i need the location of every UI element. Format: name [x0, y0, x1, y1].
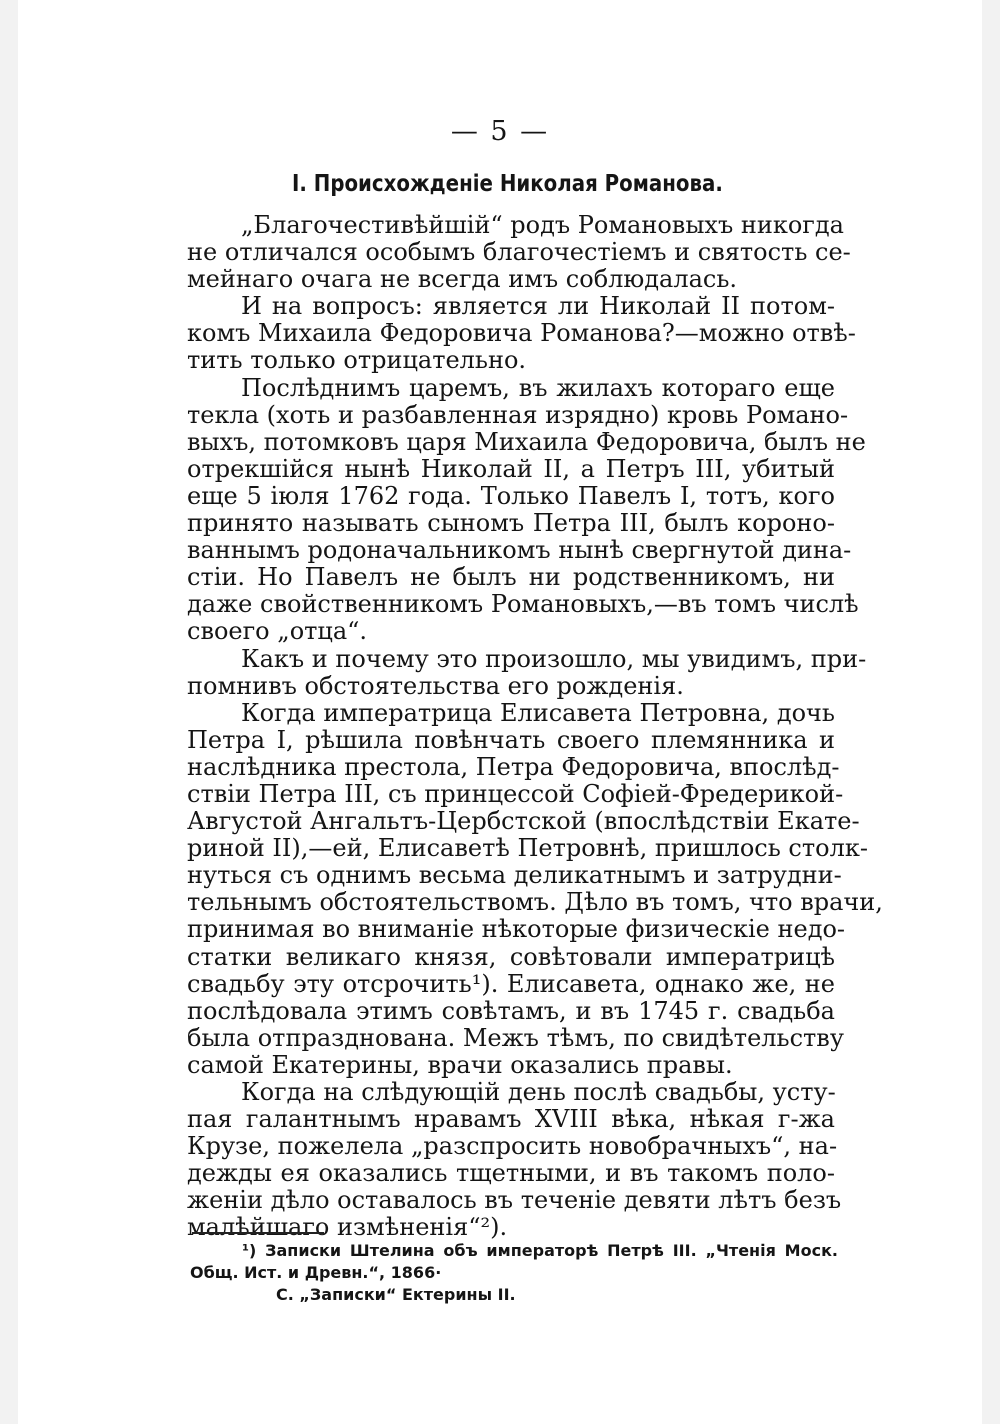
text-line: дежды ея оказались тщетными, и въ такомъ поло- [187, 1159, 835, 1188]
text-line: отрекшійся нынѣ Николай II, а Петръ III, убитый [187, 454, 835, 483]
text-line: наслѣдника престола, Петра Федоровича, впослѣд- [187, 752, 840, 781]
text-line: Августой Ангальтъ-Цербстской (впослѣдствіи Екате- [187, 807, 860, 836]
text-line: даже свойственникомъ Романовыхъ,—въ томъ числѣ [187, 590, 859, 619]
text-line: ваннымъ родоначальникомъ нынѣ свергнутой дина- [187, 536, 852, 565]
text-line: тельнымъ обстоятельствомъ. Дѣло въ томъ, что врачи, [187, 888, 883, 917]
text-line: выхъ, потомковъ царя Михаила Федоровича, былъ не [187, 427, 866, 456]
text-line: нуться съ однимъ весьма деликатнымъ и затрудни- [187, 861, 842, 890]
text-line: помнивъ обстоятельства его рожденія. [187, 671, 684, 700]
text-line: была отпразднована. Межъ тѣмъ, по свидѣтельству [187, 1023, 844, 1052]
text-line: стіи. Но Павелъ не былъ ни родственникомъ, ни [187, 563, 835, 592]
text-line: пая галантнымъ нравамъ XVIII вѣка, нѣкая г-жа [187, 1105, 835, 1134]
text-line: текла (хоть и разбавленная изрядно) кровь Романо- [187, 400, 849, 429]
text-line: комъ Михаила Федоровича Романова?—можно отвѣ- [187, 319, 856, 348]
text-line: Какъ и почему это произошло, мы увидимъ, при- [241, 644, 867, 673]
text-line: не отличался особымъ благочестіемъ и святость се- [187, 238, 851, 267]
text-line: риной II),—ей, Елисаветѣ Петровнѣ, пришлось столк- [187, 834, 868, 863]
text-line: Крузе, пожелела „разспросить новобрачныхъ“, на- [187, 1132, 838, 1161]
text-line: статки великаго князя, совѣтовали императрицѣ [187, 942, 835, 971]
footnotes [190, 1240, 838, 1306]
text-line: тить только отрицательно. [187, 346, 527, 375]
text-line: принимая во вниманіе нѣкоторые физическіе недо- [187, 915, 846, 944]
text-line: Когда на слѣдующій день послѣ свадьбы, усту- [241, 1078, 836, 1106]
text-line: малѣйшаго измѣненія“²). [187, 1213, 508, 1242]
footnote-line: ¹) Записки Штелина объ императорѣ Петрѣ III. „Чтенія Моск. [242, 1241, 838, 1260]
text-line: Когда императрица Елисавета Петровна, дочь [241, 698, 835, 727]
text-line: мейнаго очага не всегда имъ соблюдалась. [187, 265, 738, 294]
text-line: самой Екатерины, врачи оказались правы. [187, 1050, 733, 1079]
chapter-heading: I. Происхожденіе Николая Романова. [292, 171, 723, 197]
page-number: — 5 — [450, 116, 550, 147]
text-line: послѣдовала этимъ совѣтамъ, и въ 1745 г. свадьба [187, 996, 835, 1025]
footnote-line: Общ. Ист. и Древн.“, 1866· [190, 1263, 442, 1282]
text-line: женіи дѣло оставалось въ теченіе девяти лѣтъ безъ [187, 1186, 842, 1215]
text-line: „Благочестивѣйшій“ родъ Романовыхъ никогда [241, 211, 844, 239]
text-line: ствіи Петра III, съ принцессой Софіей-Фредерикой- [187, 779, 844, 808]
text-line: И на вопросъ: является ли Николай II потом- [241, 292, 835, 321]
text-line: своего „отца“. [187, 617, 368, 646]
text-line: Петра I, рѣшила повѣнчать своего племянника и [187, 725, 835, 754]
footnote-line: С. „Записки“ Ектерины II. [276, 1285, 516, 1304]
text-line: еще 5 іюля 1762 года. Только Павелъ I, тотъ, кого [187, 481, 835, 510]
text-line: свадьбу эту отсрочить¹). Елисавета, однако же, не [187, 969, 835, 998]
footnote-divider [192, 1232, 324, 1234]
body-text [187, 211, 883, 1242]
text-line: принято называть сыномъ Петра III, былъ короно- [187, 509, 835, 538]
text-line: Послѣднимъ царемъ, въ жилахъ котораго еще [241, 373, 835, 402]
